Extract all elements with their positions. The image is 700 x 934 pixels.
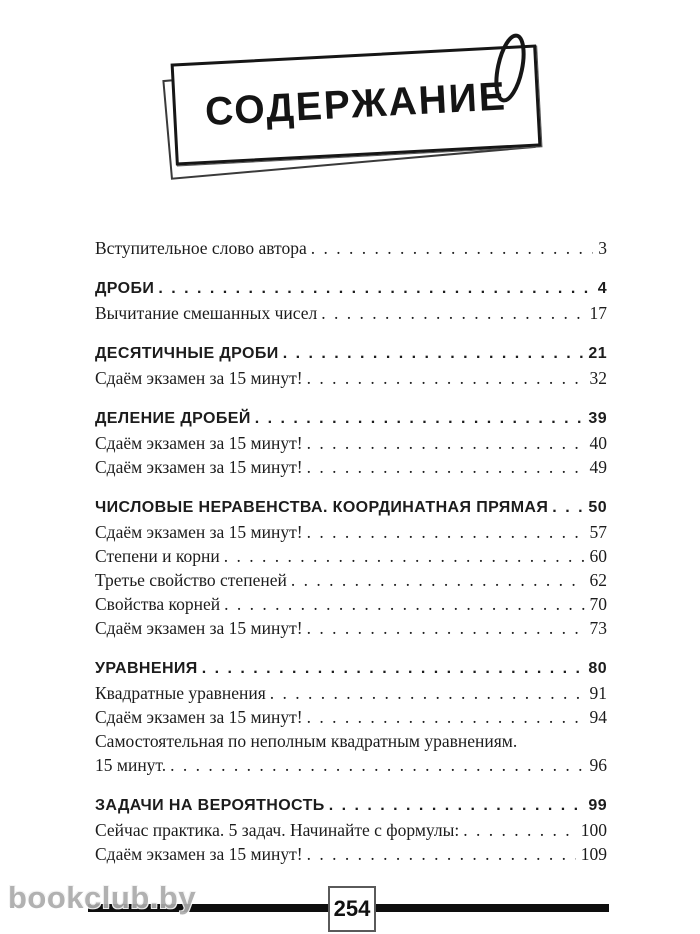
toc-entry-page: 60: [589, 546, 607, 566]
toc-entry-page: 40: [589, 433, 607, 453]
toc-entry: [95, 496, 607, 520]
toc-entry-page: 109: [580, 844, 607, 864]
dot-leader: [307, 520, 585, 544]
dot-leader: [291, 568, 585, 592]
toc-entry: [95, 455, 607, 479]
toc-entry-label: Сдаём экзамен за 15 минут!: [95, 707, 303, 727]
toc-entry: [95, 407, 607, 431]
toc-entry: [95, 592, 607, 616]
toc-entry: [95, 753, 607, 777]
page-title: СОДЕРЖАНИЕ: [204, 74, 508, 135]
toc-entry: [95, 657, 607, 681]
toc-entry-label: Сдаём экзамен за 15 минут!: [95, 368, 303, 388]
dot-leader: [283, 342, 584, 366]
toc-entry-label: Самостоятельная по неполным квадратным уравнениям.: [95, 731, 518, 751]
toc-entry-label: Сдаём экзамен за 15 минут!: [95, 618, 303, 638]
toc-entry-label: ДЕЛЕНИЕ ДРОБЕЙ: [95, 410, 251, 427]
dot-leader: [224, 592, 584, 616]
dot-leader: [307, 705, 585, 729]
toc-entry-page: 100: [580, 820, 607, 840]
toc-entry: [95, 794, 607, 818]
dot-leader: [158, 277, 592, 301]
toc-entry-page: 3: [598, 238, 607, 258]
toc-entry-page: 73: [589, 618, 607, 638]
toc-entry-label: Третье свойство степеней: [95, 570, 287, 590]
toc-entry-label: Степени и корни: [95, 546, 220, 566]
toc-entry: [95, 842, 607, 866]
toc-entry: [95, 544, 607, 568]
toc-entry-page: 49: [589, 457, 607, 477]
toc-entry: [95, 366, 607, 390]
toc-entry-label: ДЕСЯТИЧНЫЕ ДРОБИ: [95, 345, 279, 362]
toc-entry: [95, 277, 607, 301]
dot-leader: [552, 496, 583, 520]
toc-entry-page: 39: [588, 410, 607, 427]
toc-entry-label: ЗАДАЧИ НА ВЕРОЯТНОСТЬ: [95, 797, 325, 814]
page-number: 254: [333, 896, 371, 921]
toc-entry-page: 80: [588, 660, 607, 677]
toc-entry-page: 94: [589, 707, 607, 727]
toc-entry-label: Вступительное слово автора: [95, 238, 307, 258]
toc-entry-label: Квадратные уравнения: [95, 683, 266, 703]
watermark-text: bookclub.by: [8, 880, 197, 915]
toc-entry: [95, 342, 607, 366]
toc-title-card: [160, 38, 550, 168]
toc-entry: [95, 681, 607, 705]
toc-entry: [95, 431, 607, 455]
dot-leader: [463, 818, 575, 842]
toc-entry-page: 4: [597, 280, 607, 297]
paperclip-icon: [482, 23, 538, 113]
toc-entry: [95, 520, 607, 544]
toc-entry-label: УРАВНЕНИЯ: [95, 660, 198, 677]
dot-leader: [170, 753, 584, 777]
dot-leader: [307, 366, 585, 390]
toc-entry-label: Сдаём экзамен за 15 минут!: [95, 522, 303, 542]
dot-leader: [224, 544, 585, 568]
toc-entry-label: ЧИСЛОВЫЕ НЕРАВЕНСТВА. КООРДИНАТНАЯ ПРЯМАЯ: [95, 499, 549, 516]
toc-entry-page: 21: [588, 345, 607, 362]
dot-leader: [329, 794, 584, 818]
page-number-badge: [328, 886, 376, 932]
dot-leader: [255, 407, 584, 431]
toc-entry-label: Сдаём экзамен за 15 минут!: [95, 457, 303, 477]
dot-leader: [270, 681, 585, 705]
toc-entry-page: 50: [588, 499, 607, 516]
toc-entry: [95, 568, 607, 592]
dot-leader: [307, 431, 585, 455]
toc-entry-page: 99: [588, 797, 607, 814]
toc-entry-label: Сдаём экзамен за 15 минут!: [95, 844, 303, 864]
toc-entry: [95, 236, 607, 260]
toc-entry: [95, 301, 607, 325]
dot-leader: [307, 616, 585, 640]
toc-entry-label: Свойства корней: [95, 594, 221, 614]
toc-entry-label: ДРОБИ: [95, 280, 155, 297]
toc-entry-label: Вычитание смешанных чисел: [95, 303, 318, 323]
toc-entry: [95, 729, 607, 753]
toc-entry-page: 57: [589, 522, 607, 542]
dot-leader: [202, 657, 584, 681]
toc-entry-page: 32: [589, 368, 607, 388]
toc-entry-page: 62: [589, 570, 607, 590]
toc-entry-label: 15 минут.: [95, 755, 167, 775]
toc-entry-page: 70: [589, 594, 607, 614]
toc-entry-page: 17: [589, 303, 607, 323]
toc-entry-page: 96: [589, 755, 607, 775]
toc-entry-page: 91: [589, 683, 607, 703]
dot-leader: [321, 301, 584, 325]
dot-leader: [311, 236, 594, 260]
toc-entry: [95, 705, 607, 729]
toc-entry-label: Сейчас практика. 5 задач. Начинайте с формулы:: [95, 820, 460, 840]
toc-entry: [95, 818, 607, 842]
dot-leader: [307, 842, 576, 866]
toc-entry: [95, 616, 607, 640]
dot-leader: [307, 455, 585, 479]
toc-entry-label: Сдаём экзамен за 15 минут!: [95, 433, 303, 453]
toc-list: [95, 236, 607, 866]
